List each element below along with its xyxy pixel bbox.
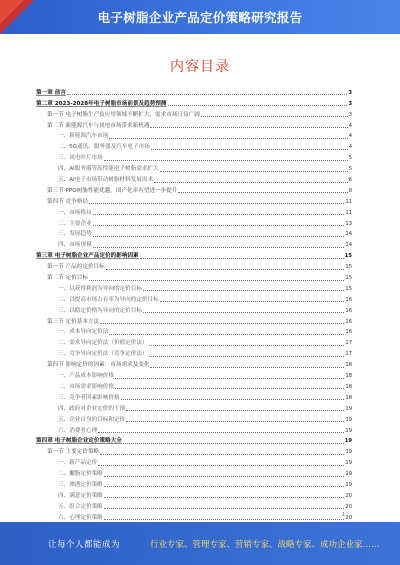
- toc-entry-page: 19: [345, 471, 352, 478]
- toc-heading: 内容目录: [170, 59, 230, 75]
- toc-entry-section[interactable]: [36, 195, 352, 206]
- page-number: 1: [342, 512, 346, 518]
- toc-entry-page: 18: [345, 394, 352, 401]
- toc-entry-label: 四、政府对企业定价的干预: [58, 405, 126, 412]
- toc-entry-page: 11: [345, 209, 352, 216]
- toc-entry-label: 第四节 竞争格局: [47, 198, 88, 205]
- toc-entry-item[interactable]: [36, 238, 352, 249]
- toc-entry-label: 一、新能源汽车市场: [58, 133, 109, 140]
- toc-entry-label: 二、需求导向定价法（价值定价法）: [58, 340, 148, 347]
- toc-entry-label: 第三节 PPO树脂性能优越，国产化率有望进一步提升: [47, 187, 178, 194]
- toc-entry-page: 16: [345, 307, 352, 314]
- toc-dot-leader: [100, 454, 344, 455]
- toc-dot-leader: [100, 323, 344, 324]
- toc-entry-page: 15: [345, 275, 352, 282]
- toc-dot-leader: [104, 486, 345, 487]
- toc-entry-item[interactable]: [36, 282, 352, 293]
- toc-entry-item[interactable]: [36, 326, 352, 337]
- toc-entry-item[interactable]: [36, 206, 352, 217]
- toc-entry-page: 4: [348, 122, 352, 129]
- toc-entry-item[interactable]: [36, 478, 352, 489]
- toc-entry-label: 第一节 主要定价策略: [47, 449, 100, 456]
- toc-dot-leader: [104, 497, 345, 498]
- toc-entry-item[interactable]: [36, 151, 352, 162]
- toc-entry-page: 20: [345, 514, 352, 521]
- toc-entry-page: 20: [345, 492, 352, 499]
- toc-entry-section[interactable]: [36, 445, 352, 456]
- toc-entry-page: 4: [348, 133, 352, 140]
- toc-entry-label: 第三章 电子树脂企业产品定价的影响因素: [36, 253, 139, 260]
- report-header-banner: [0, 0, 400, 34]
- toc-entry-section[interactable]: [36, 108, 352, 119]
- toc-entry-label: 三、竞争导向定价法（竞争定价法）: [58, 351, 148, 358]
- toc-entry-label: 第二章 2023-2028年电子树脂市场前景及趋势预测: [36, 100, 167, 107]
- toc-dot-leader: [151, 149, 348, 150]
- toc-dot-leader: [106, 269, 345, 270]
- toc-entry-label: 三、竞争者因素影响价格: [58, 394, 120, 401]
- toc-entry-label: 三、发展趋势: [58, 231, 92, 238]
- toc-entry-section[interactable]: [36, 271, 352, 282]
- toc-entry-item[interactable]: [36, 336, 352, 347]
- toc-entry-label: 六、心理定价策略: [58, 514, 103, 521]
- toc-entry-page: 19: [345, 405, 352, 412]
- toc-entry-label: 二、以提高市场占有率为导向的定价目标: [58, 296, 159, 303]
- toc-entry-item[interactable]: [36, 402, 352, 413]
- toc-dot-leader: [93, 225, 345, 226]
- toc-entry-label: 一、新产品定价: [58, 460, 98, 467]
- toc-entry-label: 第二节 定价目标: [47, 275, 88, 282]
- toc-entry-label: 四、AI服务器等高性能电子树脂需求扩大: [58, 166, 159, 173]
- toc-entry-section[interactable]: [36, 119, 352, 130]
- toc-entry-label: 第四节 影响定价的因素：市场需求及变化: [47, 362, 150, 369]
- toc-entry-chapter[interactable]: [36, 86, 352, 97]
- toc-entry-label: 第一节 产品的定价目标: [47, 264, 105, 271]
- toc-entry-label: 第四章 电子树脂企业定价策略大全: [36, 438, 122, 445]
- toc-entry-item[interactable]: [36, 130, 352, 141]
- toc-dot-leader: [160, 301, 345, 302]
- toc-dot-leader: [154, 182, 348, 183]
- table-of-contents: [36, 86, 352, 522]
- toc-entry-page: 14: [345, 242, 352, 249]
- toc-dot-leader: [109, 138, 347, 139]
- toc-entry-item[interactable]: [36, 424, 352, 435]
- toc-entry-item[interactable]: [36, 467, 352, 478]
- toc-dot-leader: [123, 443, 344, 444]
- toc-entry-page: 3: [348, 89, 352, 96]
- toc-dot-leader: [150, 127, 347, 128]
- toc-entry-item[interactable]: [36, 217, 352, 228]
- toc-dot-leader: [104, 160, 348, 161]
- toc-entry-page: 13: [345, 220, 352, 227]
- toc-dot-leader: [143, 312, 344, 313]
- toc-entry-page: 20: [345, 503, 352, 510]
- toc-dot-leader: [109, 334, 344, 335]
- toc-entry-page: 14: [345, 231, 352, 238]
- toc-dot-leader: [104, 476, 345, 477]
- toc-entry-label: 五、AI电子市场带动树脂材料发展需求: [58, 177, 153, 184]
- toc-entry-label: 一、以获得利润为导向的定价目标: [58, 285, 142, 292]
- toc-entry-page: 16: [345, 318, 352, 325]
- toc-entry-item[interactable]: [36, 347, 352, 358]
- toc-entry-label: 第二节 新能源汽车与风电市场带来新机遇: [47, 122, 150, 129]
- toc-dot-leader: [150, 367, 344, 368]
- toc-entry-page: 19: [345, 481, 352, 488]
- toc-entry-label: 五、企业自身的目标和定价: [58, 416, 126, 423]
- toc-dot-leader: [160, 171, 348, 172]
- toc-entry-label: 五、组合定价策略: [58, 503, 103, 510]
- toc-entry-section[interactable]: [36, 358, 352, 369]
- toc-entry-label: 三、以稳定价格为导向的定价目标: [58, 307, 142, 314]
- toc-entry-section[interactable]: [36, 184, 352, 195]
- toc-entry-page: 3: [348, 111, 352, 118]
- toc-entry-page: 11: [345, 198, 352, 205]
- toc-dot-leader: [149, 356, 345, 357]
- toc-entry-page: 19: [345, 427, 352, 434]
- toc-entry-item[interactable]: [36, 489, 352, 500]
- toc-entry-item[interactable]: [36, 140, 352, 151]
- toc-dot-leader: [126, 410, 344, 411]
- toc-entry-page: 15: [344, 253, 352, 260]
- toc-entry-item[interactable]: [36, 293, 352, 304]
- toc-entry-page: 16: [345, 329, 352, 336]
- toc-entry-label: 第三节 定价基本方法: [47, 318, 100, 325]
- toc-entry-label: 一、成本导向定价法: [58, 329, 109, 336]
- toc-entry-label: 四、市场规模: [58, 242, 92, 249]
- toc-entry-item[interactable]: [36, 456, 352, 467]
- toc-entry-label: 三、渗透定价策略: [58, 481, 103, 488]
- toc-entry-item[interactable]: [36, 380, 352, 391]
- toc-entry-page: 5: [348, 155, 352, 162]
- toc-entry-page: 19: [344, 438, 352, 445]
- toc-entry-label: 六、消费者心理: [58, 427, 98, 434]
- toc-entry-page: 15: [345, 264, 352, 271]
- toc-entry-item[interactable]: [36, 162, 352, 173]
- toc-dot-leader: [168, 105, 348, 106]
- footer-slogan: 让每个人都能成为: [48, 540, 121, 550]
- toc-dot-leader: [115, 378, 344, 379]
- toc-entry-label: 一、产品成本影响价格: [58, 373, 114, 380]
- toc-entry-page: 6: [348, 177, 352, 184]
- toc-dot-leader: [104, 519, 345, 520]
- toc-entry-item[interactable]: [36, 500, 352, 511]
- toc-entry-label: 二、主要企业: [58, 220, 92, 227]
- toc-entry-label: 第一节 电子树脂生产及应用领域不断扩大，需求市场日益广阔: [47, 111, 200, 118]
- toc-dot-leader: [121, 399, 345, 400]
- toc-entry-chapter[interactable]: [36, 249, 352, 260]
- toc-entry-page: 17: [345, 351, 352, 358]
- toc-dot-leader: [178, 192, 347, 193]
- toc-entry-section[interactable]: [36, 315, 352, 326]
- toc-entry-section[interactable]: [36, 260, 352, 271]
- toc-entry-item[interactable]: [36, 304, 352, 315]
- toc-entry-item[interactable]: [36, 391, 352, 402]
- toc-dot-leader: [98, 432, 344, 433]
- toc-entry-page: 18: [345, 383, 352, 390]
- toc-entry-page: 4: [348, 144, 352, 151]
- toc-entry-item[interactable]: [36, 369, 352, 380]
- toc-entry-label: 二、5G通讯、服务器及汽车电子市场: [58, 144, 150, 151]
- footer-roles: 行业专家、管理专家、营销专家、战略专家、成功企业家……: [150, 540, 380, 550]
- toc-dot-leader: [104, 508, 345, 509]
- toc-dot-leader: [126, 421, 344, 422]
- toc-entry-page: 5: [348, 166, 352, 173]
- toc-dot-leader: [93, 247, 345, 248]
- toc-entry-label: 二、撇脂定价策略: [58, 471, 103, 478]
- toc-dot-leader: [143, 290, 344, 291]
- toc-entry-chapter[interactable]: [36, 97, 352, 108]
- toc-entry-item[interactable]: [36, 173, 352, 184]
- toc-entry-item[interactable]: [36, 511, 352, 522]
- toc-entry-page: 19: [345, 460, 352, 467]
- toc-entry-item[interactable]: [36, 413, 352, 424]
- toc-dot-leader: [149, 345, 345, 346]
- toc-dot-leader: [201, 116, 348, 117]
- toc-entry-label: 四、满意定价策略: [58, 492, 103, 499]
- toc-entry-page: 15: [345, 285, 352, 292]
- toc-entry-page: 16: [345, 296, 352, 303]
- report-title: 电子树脂企业产品定价策略研究报告: [97, 10, 303, 25]
- toc-entry-page: 8: [348, 187, 352, 194]
- toc-dot-leader: [93, 236, 345, 237]
- toc-entry-chapter[interactable]: [36, 435, 352, 446]
- toc-dot-leader: [115, 388, 344, 389]
- toc-dot-leader: [98, 465, 344, 466]
- toc-entry-page: 19: [345, 416, 352, 423]
- toc-entry-page: 18: [345, 373, 352, 380]
- toc-entry-page: 17: [345, 340, 352, 347]
- toc-dot-leader: [93, 214, 345, 215]
- toc-entry-item[interactable]: [36, 228, 352, 239]
- toc-dot-leader: [67, 94, 347, 95]
- footer-banner: [0, 522, 400, 565]
- toc-entry-page: 19: [345, 449, 352, 456]
- toc-dot-leader: [89, 203, 344, 204]
- toc-entry-page: 3: [348, 100, 352, 107]
- toc-entry-label: 第一章 前言: [36, 89, 66, 96]
- toc-dot-leader: [89, 280, 344, 281]
- toc-entry-page: 18: [345, 362, 352, 369]
- toc-entry-label: 二、市场需求影响价格: [58, 383, 114, 390]
- toc-entry-label: 三、风电叶片市场: [58, 155, 103, 162]
- toc-dot-leader: [140, 258, 344, 259]
- toc-entry-label: 一、市场格局: [58, 209, 92, 216]
